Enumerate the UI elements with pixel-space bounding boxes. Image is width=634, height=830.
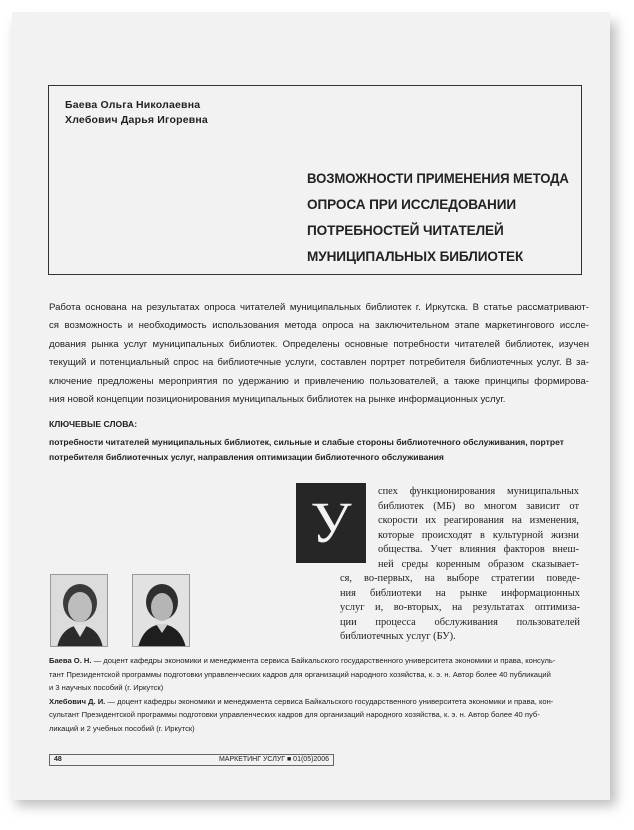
body-line: библиотек (МБ) во многом зависит от xyxy=(378,500,579,512)
keywords-heading: КЛЮЧЕВЫЕ СЛОВА: xyxy=(49,419,138,429)
abstract xyxy=(49,299,589,409)
bio-text: — доцент кафедры экономики и менеджмента сервиса Байкальского государственного университета экономики и права, консуль- xyxy=(91,656,556,665)
body-line: ся, во-первых, на выборе стратегии поведе- xyxy=(340,573,580,584)
abstract-line: дования рынка услуг муниципальных библиотек. Определены основные потребности читателей библиотек, изучен xyxy=(49,338,589,350)
author-name: Хлебович Дарья Игоревна xyxy=(65,114,208,126)
journal-issue: МАРКЕТИНГ УСЛУГ ■ 01(05)2006 xyxy=(218,756,329,763)
abstract-line: ния новой концепции позиционирования муниципальных библиотек на рынке информационных услуг. xyxy=(49,394,506,406)
author-photo xyxy=(132,574,190,647)
body-line: скорости их реагирования на изменения, xyxy=(378,515,579,527)
bio-line: тант Президентской программы подготовки управленческих кадров для организаций народного хозяйства, к. э. н. Автор более 40 публикаций xyxy=(49,669,551,679)
body-line: библиотечных услуг (БУ). xyxy=(340,631,456,643)
article-title xyxy=(307,165,569,269)
keywords xyxy=(49,435,589,465)
title-line: ПОТРЕБНОСТЕЙ ЧИТАТЕЛЕЙ xyxy=(307,222,504,238)
title-line: ОПРОСА ПРИ ИССЛЕДОВАНИИ xyxy=(307,196,517,212)
body-text-top xyxy=(378,485,579,573)
header-box xyxy=(48,85,582,275)
author-bios xyxy=(49,654,589,736)
bio-line xyxy=(49,695,589,709)
authors xyxy=(65,98,208,128)
abstract-line: ся возможность и необходимость использования метода опроса на заключительном этапе маркетингового иссле- xyxy=(49,320,589,332)
dropcap: У xyxy=(296,483,366,563)
bio-name: Баева О. Н. xyxy=(49,656,92,665)
author-name: Баева Ольга Николаевна xyxy=(65,99,201,111)
body-text-bottom xyxy=(340,572,580,645)
body-line: ния библиотеки на рынке информационных xyxy=(340,587,580,599)
journal-page xyxy=(12,12,610,800)
abstract-line: текущий и потенциальный спрос на библиотечные услуги, составлен портрет потребителя библиотечных услуг. В за- xyxy=(49,357,589,369)
title-line: ВОЗМОЖНОСТИ ПРИМЕНЕНИЯ МЕТОДА xyxy=(307,170,569,186)
abstract-line: ключение предложены мероприятия по удержанию и привлечению пользователей, а также принципы формирова- xyxy=(49,375,589,387)
bio-line: и 3 научных пособий (г. Иркутск) xyxy=(49,683,164,693)
bio-line: сультант Президентской программы подготовки управленческих кадров для организаций народного хозяйства, к. э. н. Автор более 40 пуб- xyxy=(49,710,540,720)
bio-line xyxy=(49,654,589,668)
bio-text: — доцент кафедры экономики и менеджмента сервиса Байкальского государственного университета экономики и права, кон- xyxy=(105,696,554,706)
body-line: общества. Учет влияния факторов внеш- xyxy=(378,544,579,556)
bio-line: ликаций и 2 учебных пособий (г. Иркутск) xyxy=(49,723,195,733)
body-line: которые происходят в культурной жизни xyxy=(378,529,579,541)
page-footer xyxy=(49,754,334,766)
bio-name: Хлебович Д. И. xyxy=(49,696,106,706)
body-line: спех функционирования муниципальных xyxy=(378,486,579,497)
body-line: ции процесса обслуживания пользователей xyxy=(340,616,580,628)
abstract-line: Работа основана на результатах опроса читателей муниципальных библиотек г. Иркутска. В статье рассматривают- xyxy=(49,302,589,313)
page-number: 48 xyxy=(54,756,62,763)
keywords-line: потребности читателей муниципальных библиотек, сильные и слабые стороны библиотечного обслуживания, портрет xyxy=(49,437,564,447)
keywords-line: потребителя библиотечных услуг, направления оптимизации библиотечного обслуживания xyxy=(49,452,444,462)
title-line: МУНИЦИПАЛЬНЫХ БИБЛИОТЕК xyxy=(307,248,524,264)
body-line: ней среды коренным образом сказывает- xyxy=(378,558,579,570)
body-line: услуг и, во-вторых, на результатах оптимиза- xyxy=(340,602,580,614)
author-photo xyxy=(50,574,108,647)
